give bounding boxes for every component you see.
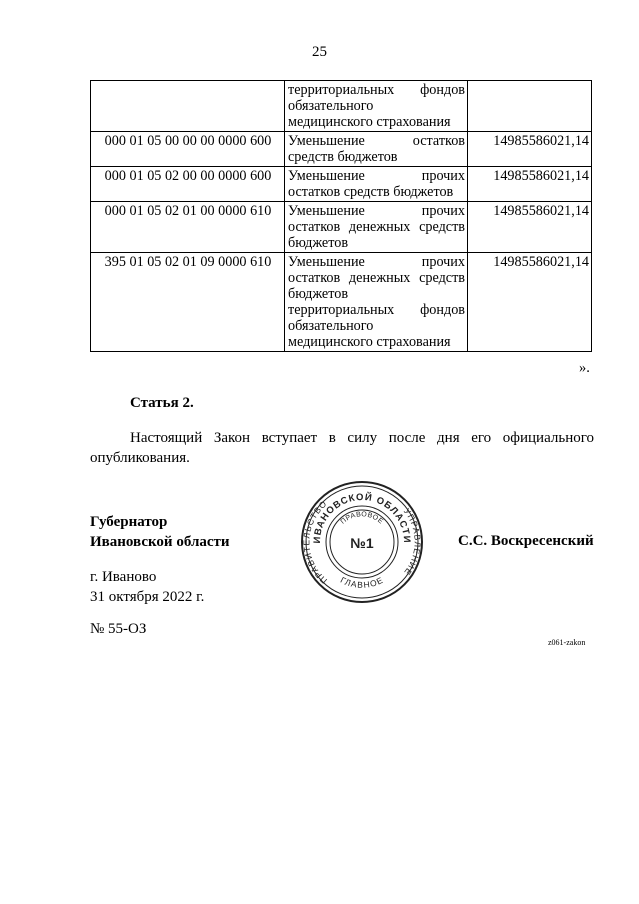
amount-cell: [468, 81, 592, 132]
budget-code-cell: 395 01 05 02 01 09 0000 610: [91, 253, 285, 352]
budget-name-cell: [285, 81, 468, 132]
budget-name-line: остатков средств бюджетов: [288, 184, 454, 200]
budget-name-cell: [285, 167, 468, 202]
budget-code-cell: 000 01 05 02 01 00 0000 610: [91, 202, 285, 253]
budget-name-line: Уменьшение прочих: [288, 254, 465, 270]
document-id: z061-zakon: [548, 638, 586, 647]
table-row: [91, 202, 592, 253]
budget-name-line: средств бюджетов: [288, 149, 398, 165]
table-row: [91, 81, 592, 132]
signatory-title: [90, 512, 230, 552]
seal-inner-text: ПРАВОВОЕ: [339, 511, 385, 526]
seal-bottom-text: ГЛАВНОЕ: [338, 574, 386, 590]
official-seal: [300, 480, 424, 604]
table-row: [91, 167, 592, 202]
amount-cell: 14985586021,14: [468, 253, 592, 352]
signatory-title-line-1: Губернатор: [90, 514, 168, 530]
budget-name-line: Уменьшение прочих: [288, 168, 465, 184]
budget-name-line: медицинского страхования: [288, 114, 451, 130]
article-title: Статья 2.: [130, 395, 194, 411]
budget-name-line: обязательного: [288, 318, 374, 334]
place: г. Иваново: [90, 569, 157, 585]
seal-right-text: УПРАВЛЕНИЕ: [401, 506, 423, 578]
budget-name-line: Уменьшение прочих: [288, 203, 465, 219]
budget-name-line: остатков денежных средств: [288, 219, 465, 235]
budget-name-line: бюджетов: [288, 286, 349, 302]
law-text: [90, 428, 594, 468]
page-number: 25: [312, 44, 327, 60]
budget-name-cell: [285, 132, 468, 167]
budget-name-line: Уменьшение остатков: [288, 133, 465, 149]
budget-name-line: территориальных фондов: [288, 82, 465, 98]
seal-left-text: ПРАВИТЕЛЬСТВО: [301, 498, 329, 586]
signatory-title-line-2: Ивановской области: [90, 534, 230, 550]
budget-code-cell: 000 01 05 02 00 00 0000 600: [91, 167, 285, 202]
seal-top-text: ИВАНОВСКОЙ ОБЛАСТИ: [311, 491, 413, 544]
budget-name-line: бюджетов: [288, 235, 349, 251]
amount-cell: 14985586021,14: [468, 132, 592, 167]
svg-text:ПРАВОВОЕ: [340, 511, 385, 526]
signatory-name: С.С. Воскресенский: [458, 533, 594, 549]
budget-code-cell: 000 01 05 00 00 00 0000 600: [91, 132, 285, 167]
budget-name-line: обязательного: [288, 98, 374, 114]
amount-cell: 14985586021,14: [468, 167, 592, 202]
amount-cell: 14985586021,14: [468, 202, 592, 253]
svg-text:ГЛАВНОЕ: [339, 575, 385, 590]
place-and-date: [90, 567, 204, 607]
budget-name-line: остатков денежных средств: [288, 270, 465, 286]
date: 31 октября 2022 г.: [90, 589, 205, 605]
table-row: [91, 132, 592, 167]
law-text-line-2: опубликования.: [90, 450, 190, 466]
budget-name-line: территориальных фондов: [288, 302, 465, 318]
budget-name-cell: [285, 253, 468, 352]
budget-table: [90, 80, 592, 352]
budget-code-cell: [91, 81, 285, 132]
budget-name-cell: [285, 202, 468, 253]
closing-quote: ».: [579, 360, 590, 376]
law-text-line-1: Настоящий Закон вступает в силу после дня его официального: [130, 430, 594, 446]
table-row: [91, 253, 592, 352]
seal-number: №1: [350, 535, 374, 551]
law-number: № 55-ОЗ: [90, 621, 147, 637]
budget-name-line: медицинского страхования: [288, 334, 451, 350]
